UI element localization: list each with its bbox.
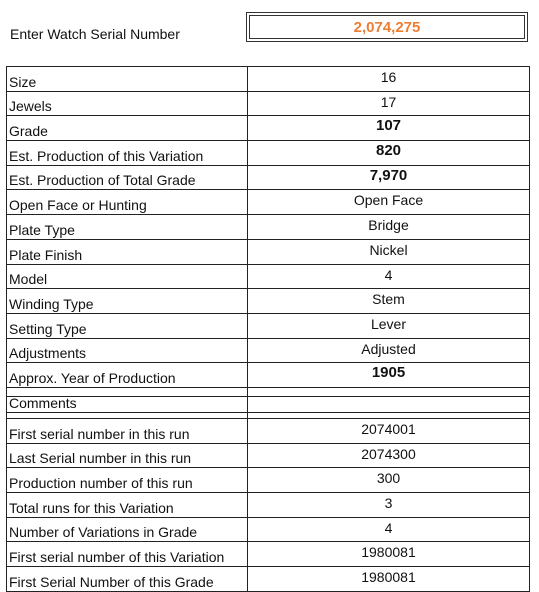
est-production-of-total-grade-label: Est. Production of Total Grade <box>7 165 248 190</box>
plate-finish-label: Plate Finish <box>7 239 248 264</box>
table-row <box>7 363 530 388</box>
table-row <box>7 542 530 567</box>
first-serial-number-of-this-grade-label: First Serial Number of this Grade <box>7 567 248 592</box>
table-row <box>7 419 530 444</box>
blank-cell <box>7 397 248 419</box>
table-row <box>7 91 530 116</box>
model-label: Model <box>7 264 248 289</box>
adjustments-label: Adjustments <box>7 338 248 363</box>
table-row <box>7 67 530 92</box>
setting-type-value: Lever <box>248 313 530 338</box>
first-serial-number-in-this-run-label: First serial number in this run <box>7 419 248 444</box>
last-serial-number-in-this-run-label: Last Serial number in this run <box>7 443 248 468</box>
table-row <box>7 165 530 190</box>
table-row <box>7 443 530 468</box>
comments-label: Comments <box>7 387 248 412</box>
production-runs-table <box>6 396 530 592</box>
table-row <box>7 116 530 141</box>
first-serial-number-of-this-variation-label: First serial number of this Variation <box>7 542 248 567</box>
jewels-label: Jewels <box>7 91 248 116</box>
table-row <box>7 468 530 493</box>
serial-number-input[interactable] <box>246 12 528 42</box>
adjustments-value: Adjusted <box>248 338 530 363</box>
grade-label: Grade <box>7 116 248 141</box>
table-row <box>7 141 530 166</box>
est-production-of-this-variation-value: 820 <box>248 141 530 166</box>
first-serial-number-in-this-run-value: 2074001 <box>248 419 530 444</box>
open-face-or-hunting-label: Open Face or Hunting <box>7 190 248 215</box>
blank-row <box>7 397 530 419</box>
total-runs-for-this-variation-label: Total runs for this Variation <box>7 493 248 518</box>
plate-type-value: Bridge <box>248 215 530 240</box>
winding-type-value: Stem <box>248 289 530 314</box>
watch-details-table <box>6 66 530 413</box>
serial-number-value: 2,074,275 <box>353 18 421 36</box>
grade-value: 107 <box>248 116 530 141</box>
plate-type-label: Plate Type <box>7 215 248 240</box>
approx-year-of-production-value: 1905 <box>248 363 530 388</box>
last-serial-number-in-this-run-value: 2074300 <box>248 443 530 468</box>
est-production-of-total-grade-value: 7,970 <box>248 165 530 190</box>
table-row <box>7 289 530 314</box>
setting-type-label: Setting Type <box>7 313 248 338</box>
number-of-variations-in-grade-label: Number of Variations in Grade <box>7 517 248 542</box>
total-runs-for-this-variation-value: 3 <box>248 493 530 518</box>
open-face-or-hunting-value: Open Face <box>248 190 530 215</box>
table-row <box>7 517 530 542</box>
model-value: 4 <box>248 264 530 289</box>
est-production-of-this-variation-label: Est. Production of this Variation <box>7 141 248 166</box>
production-number-of-this-run-label: Production number of this run <box>7 468 248 493</box>
table-row <box>7 338 530 363</box>
production-number-of-this-run-value: 300 <box>248 468 530 493</box>
table-row <box>7 313 530 338</box>
table-row <box>7 190 530 215</box>
plate-finish-value: Nickel <box>248 239 530 264</box>
first-serial-number-of-this-variation-value: 1980081 <box>248 542 530 567</box>
size-value: 16 <box>248 67 530 92</box>
table-row <box>7 239 530 264</box>
number-of-variations-in-grade-value: 4 <box>248 517 530 542</box>
table-row <box>7 567 530 592</box>
table-row <box>7 215 530 240</box>
winding-type-label: Winding Type <box>7 289 248 314</box>
serial-label: Enter Watch Serial Number <box>10 26 180 42</box>
blank-cell <box>248 397 530 419</box>
size-label: Size <box>7 67 248 92</box>
jewels-value: 17 <box>248 91 530 116</box>
table-row <box>7 264 530 289</box>
first-serial-number-of-this-grade-value: 1980081 <box>248 567 530 592</box>
approx-year-of-production-label: Approx. Year of Production <box>7 363 248 388</box>
table-row <box>7 493 530 518</box>
